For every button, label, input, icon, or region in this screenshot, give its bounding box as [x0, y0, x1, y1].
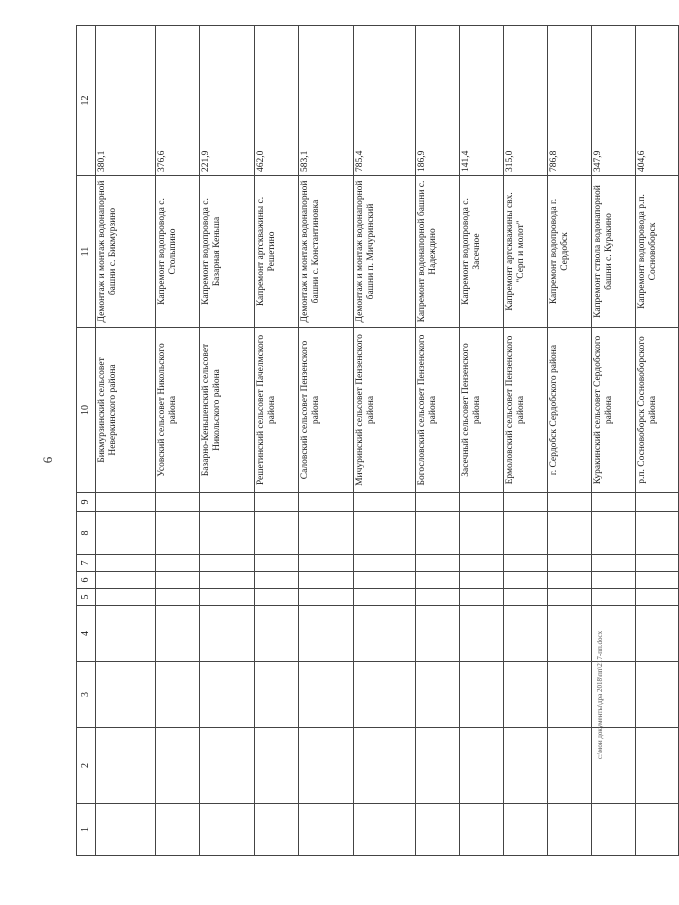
work-description-cell: Демонтаж и монтаж водонапорной башни с. Константиновка	[299, 176, 354, 328]
work-description-cell: Демонтаж и монтаж водонапорной башни п. Мичуринский	[354, 176, 416, 328]
empty-cell-col-1	[156, 804, 200, 856]
empty-cell-col-7	[255, 555, 299, 572]
empty-cell-col-3	[299, 662, 354, 728]
empty-cell-col-8	[504, 512, 548, 555]
empty-cell-col-1	[354, 804, 416, 856]
empty-cell-col-6	[200, 572, 255, 589]
empty-cell-col-2	[156, 728, 200, 804]
empty-cell-col-2	[504, 728, 548, 804]
work-description-cell: Капремонт водопровода р.п. Сосновоборск	[636, 176, 679, 328]
empty-cell-col-5	[96, 589, 156, 606]
empty-cell-col-3	[548, 662, 592, 728]
municipality-cell: Базарно-Кеньшенский сельсовет Никольского района	[200, 328, 255, 493]
municipality-cell: Засечный сельсовет Пензенского района	[460, 328, 504, 493]
work-description-cell: Капремонт водопровода с. Засечное	[460, 176, 504, 328]
municipality-cell: Куракинский сельсовет Сердобского района	[592, 328, 636, 493]
empty-cell-col-7	[636, 555, 679, 572]
empty-cell-col-9	[460, 493, 504, 512]
municipality-cell: р.п. Сосновоборск Сосновоборского района	[636, 328, 679, 493]
rotated-table-container	[76, 26, 659, 856]
empty-cell-col-2	[96, 728, 156, 804]
empty-cell-col-4	[636, 606, 679, 662]
municipality-cell: г. Сердобск Сердобского района	[548, 328, 592, 493]
amount-cell: 583,1	[299, 26, 354, 176]
amount-cell: 404,6	[636, 26, 679, 176]
empty-cell-col-6	[504, 572, 548, 589]
column-header: 6	[77, 572, 96, 589]
empty-cell-col-5	[255, 589, 299, 606]
empty-cell-col-2	[636, 728, 679, 804]
empty-cell-col-9	[96, 493, 156, 512]
column-header: 7	[77, 555, 96, 572]
empty-cell-col-9	[416, 493, 460, 512]
table-row	[416, 26, 460, 856]
empty-cell-col-4	[255, 606, 299, 662]
empty-cell-col-5	[636, 589, 679, 606]
municipality-cell: Саловский сельсовет Пензенского района	[299, 328, 354, 493]
empty-cell-col-9	[354, 493, 416, 512]
empty-cell-col-2	[255, 728, 299, 804]
work-description-cell: Капремонт артскважины с. Решетино	[255, 176, 299, 328]
empty-cell-col-1	[548, 804, 592, 856]
empty-cell-col-8	[200, 512, 255, 555]
table-row	[255, 26, 299, 856]
empty-cell-col-3	[460, 662, 504, 728]
empty-cell-col-6	[460, 572, 504, 589]
empty-cell-col-3	[255, 662, 299, 728]
column-header: 2	[77, 728, 96, 804]
data-table	[76, 25, 679, 856]
amount-cell: 186,9	[416, 26, 460, 176]
empty-cell-col-5	[200, 589, 255, 606]
empty-cell-col-6	[354, 572, 416, 589]
table-row	[636, 26, 679, 856]
table-row	[200, 26, 255, 856]
municipality-cell: Усовский сельсовет Никольского района	[156, 328, 200, 493]
empty-cell-col-4	[460, 606, 504, 662]
empty-cell-col-6	[255, 572, 299, 589]
empty-cell-col-1	[460, 804, 504, 856]
empty-cell-col-6	[548, 572, 592, 589]
page-number: 6	[40, 456, 55, 464]
amount-cell: 315,0	[504, 26, 548, 176]
empty-cell-col-1	[200, 804, 255, 856]
empty-cell-col-9	[200, 493, 255, 512]
empty-cell-col-1	[299, 804, 354, 856]
empty-cell-col-9	[255, 493, 299, 512]
empty-cell-col-3	[96, 662, 156, 728]
empty-cell-col-3	[504, 662, 548, 728]
empty-cell-col-8	[156, 512, 200, 555]
empty-cell-col-5	[354, 589, 416, 606]
empty-cell-col-1	[416, 804, 460, 856]
column-header: 4	[77, 606, 96, 662]
municipality-cell: Мичуринский сельсовет Пензенского района	[354, 328, 416, 493]
table-row	[460, 26, 504, 856]
empty-cell-col-4	[299, 606, 354, 662]
empty-cell-col-5	[299, 589, 354, 606]
municipality-cell: Ермоловский сельсовет Пензенского района	[504, 328, 548, 493]
work-description-cell: Капремонт водопровода г. Сердобск	[548, 176, 592, 328]
amount-cell: 347,9	[592, 26, 636, 176]
empty-cell-col-6	[96, 572, 156, 589]
work-description-cell: Капремонт артскважины свх. "Серп и молот"	[504, 176, 548, 328]
empty-cell-col-3	[200, 662, 255, 728]
column-header: 10	[77, 328, 96, 493]
empty-cell-col-5	[592, 589, 636, 606]
work-description-cell: Капремонт ствола водонапорной башни с. Куракино	[592, 176, 636, 328]
table-row	[548, 26, 592, 856]
empty-cell-col-4	[156, 606, 200, 662]
empty-cell-col-5	[156, 589, 200, 606]
column-header: 3	[77, 662, 96, 728]
empty-cell-col-7	[96, 555, 156, 572]
header-row	[77, 26, 96, 856]
empty-cell-col-8	[354, 512, 416, 555]
empty-cell-col-3	[156, 662, 200, 728]
amount-cell: 786,8	[548, 26, 592, 176]
empty-cell-col-6	[299, 572, 354, 589]
empty-cell-col-4	[416, 606, 460, 662]
empty-cell-col-4	[504, 606, 548, 662]
empty-cell-col-8	[592, 512, 636, 555]
work-description-cell: Капремонт водопровода с. Столыпино	[156, 176, 200, 328]
empty-cell-col-4	[354, 606, 416, 662]
empty-cell-col-7	[416, 555, 460, 572]
empty-cell-col-5	[548, 589, 592, 606]
municipality-cell: Бикмурзинский сельсовет Неверкинского района	[96, 328, 156, 493]
amount-cell: 221,9	[200, 26, 255, 176]
empty-cell-col-5	[416, 589, 460, 606]
empty-cell-col-8	[299, 512, 354, 555]
municipality-cell: Богословский сельсовет Пензенского района	[416, 328, 460, 493]
amount-cell: 462,0	[255, 26, 299, 176]
empty-cell-col-4	[96, 606, 156, 662]
empty-cell-col-9	[592, 493, 636, 512]
table-row	[504, 26, 548, 856]
empty-cell-col-7	[354, 555, 416, 572]
file-path-footer: c:\мои документы\дра 2018\пп\217-пп.docx	[596, 630, 604, 760]
empty-cell-col-1	[636, 804, 679, 856]
empty-cell-col-9	[299, 493, 354, 512]
empty-cell-col-4	[548, 606, 592, 662]
empty-cell-col-7	[460, 555, 504, 572]
empty-cell-col-1	[592, 804, 636, 856]
empty-cell-col-7	[592, 555, 636, 572]
empty-cell-col-9	[636, 493, 679, 512]
empty-cell-col-6	[416, 572, 460, 589]
empty-cell-col-3	[636, 662, 679, 728]
empty-cell-col-9	[548, 493, 592, 512]
empty-cell-col-7	[548, 555, 592, 572]
column-header: 9	[77, 493, 96, 512]
empty-cell-col-5	[460, 589, 504, 606]
column-header: 12	[77, 26, 96, 176]
work-description-cell: Демонтаж и монтаж водонапорной башни с. Бикмурзино	[96, 176, 156, 328]
column-header: 5	[77, 589, 96, 606]
amount-cell: 785,4	[354, 26, 416, 176]
empty-cell-col-7	[156, 555, 200, 572]
empty-cell-col-5	[504, 589, 548, 606]
empty-cell-col-1	[255, 804, 299, 856]
empty-cell-col-8	[460, 512, 504, 555]
empty-cell-col-8	[96, 512, 156, 555]
column-header: 1	[77, 804, 96, 856]
empty-cell-col-2	[416, 728, 460, 804]
work-description-cell: Капремонт водонапорной башни с. Надеждино	[416, 176, 460, 328]
empty-cell-col-1	[96, 804, 156, 856]
table-row	[156, 26, 200, 856]
empty-cell-col-8	[636, 512, 679, 555]
empty-cell-col-7	[299, 555, 354, 572]
amount-cell: 376,6	[156, 26, 200, 176]
empty-cell-col-8	[416, 512, 460, 555]
empty-cell-col-9	[504, 493, 548, 512]
empty-cell-col-6	[636, 572, 679, 589]
empty-cell-col-2	[200, 728, 255, 804]
empty-cell-col-7	[200, 555, 255, 572]
empty-cell-col-2	[299, 728, 354, 804]
table-body	[77, 26, 679, 856]
municipality-cell: Решетинский сельсовет Пачелмского района	[255, 328, 299, 493]
empty-cell-col-7	[504, 555, 548, 572]
empty-cell-col-3	[416, 662, 460, 728]
empty-cell-col-2	[354, 728, 416, 804]
empty-cell-col-6	[592, 572, 636, 589]
empty-cell-col-3	[354, 662, 416, 728]
empty-cell-col-2	[460, 728, 504, 804]
empty-cell-col-8	[548, 512, 592, 555]
empty-cell-col-1	[504, 804, 548, 856]
empty-cell-col-2	[548, 728, 592, 804]
empty-cell-col-9	[156, 493, 200, 512]
table-row	[299, 26, 354, 856]
column-header: 8	[77, 512, 96, 555]
table-row	[96, 26, 156, 856]
empty-cell-col-6	[156, 572, 200, 589]
empty-cell-col-4	[200, 606, 255, 662]
work-description-cell: Капремонт водопровода с. Базарная Кеньша	[200, 176, 255, 328]
empty-cell-col-8	[255, 512, 299, 555]
amount-cell: 141,4	[460, 26, 504, 176]
table-row	[354, 26, 416, 856]
column-header: 11	[77, 176, 96, 328]
amount-cell: 380,1	[96, 26, 156, 176]
